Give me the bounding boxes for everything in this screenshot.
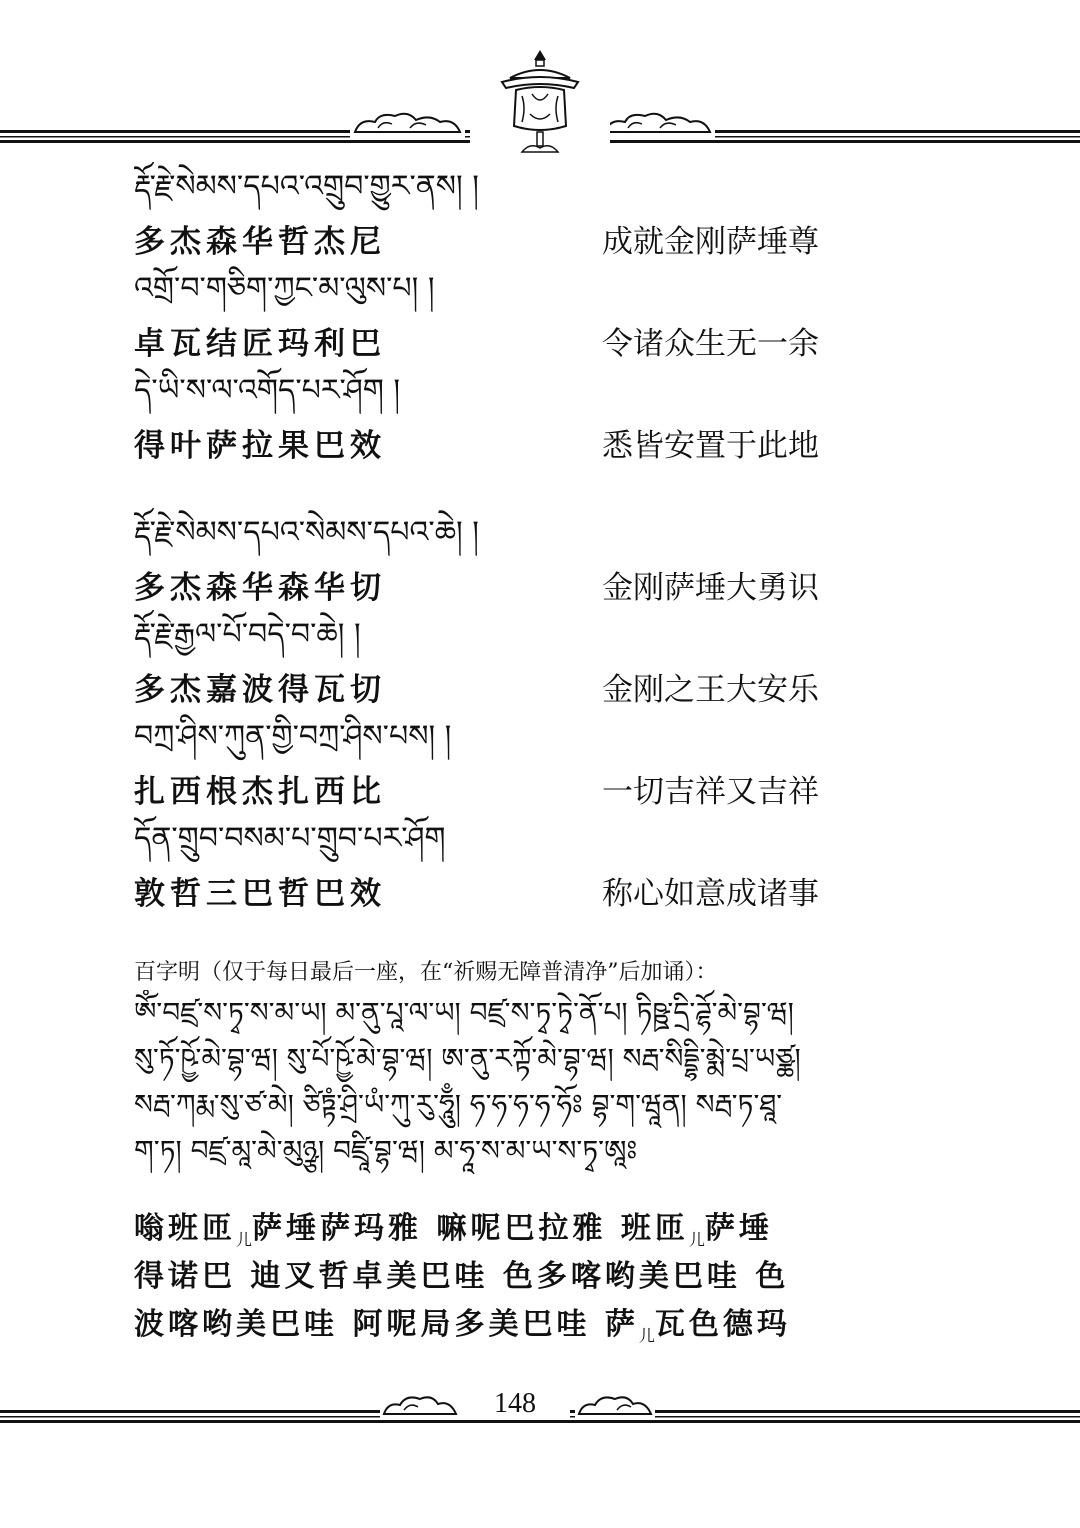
tibetan-line: དེ་ཡི་ས་ལ་འགོད་པར་ཤོག །	[134, 373, 401, 408]
translation-line: 令诸众生无一余	[602, 325, 819, 362]
pronunciation-line: 得叶萨拉果巴效	[134, 427, 386, 464]
pronunciation-line: 敦哲三巴哲巴效	[134, 875, 386, 912]
verse-pair	[134, 558, 894, 610]
stanza-1	[134, 162, 894, 468]
stanza-2	[134, 508, 894, 916]
page-number: 148	[460, 1388, 570, 1420]
mantra-text: 得诺巴 迪叉哲卓美巴哇 色多喀哟美巴哇 色	[134, 1259, 790, 1294]
right-cloud-ornament	[600, 108, 715, 138]
translation-line: 称心如意成诸事	[602, 875, 819, 912]
left-cloud-ornament	[350, 108, 465, 138]
instruction-note: 百字明（仅于每日最后一座，在“祈赐无障普清净”后加诵）：	[134, 960, 718, 985]
tibetan-line: རྡོ་རྗེ་སེམས་དཔའ་སེམས་དཔའ་ཆེ། །	[134, 515, 479, 550]
verse-pair	[134, 762, 894, 814]
mantra-text: 波喀哟美巴哇 阿呢局多美巴哇 萨	[134, 1307, 639, 1342]
verse-pair	[134, 416, 894, 468]
verse-pair	[134, 864, 894, 916]
tibetan-line: བཀྲ་ཤིས་ཀུན་གྱི་བཀྲ་ཤིས་པས། །	[134, 719, 452, 754]
tibetan-line: དོན་གྲུབ་བསམ་པ་གྲུབ་པར་ཤོག	[134, 821, 446, 856]
mantra-tibetan-line: ཨོཾ་བཛྲ་ས་ཏྭ་ས་མ་ཡ། མ་ནུ་པཱ་ལ་ཡ། བཛྲ་ས་ཏྭ་ཏྭེ་ནོ་པ། ཏིཥྛ་དྲི་ཌྷོ་མེ་བྷ་ཝ།	[134, 996, 794, 1029]
tibetan-line: འགྲོ་བ་གཅིག་ཀྱང་མ་ལུས་པ། །	[134, 271, 435, 306]
translation-line: 一切吉祥又吉祥	[602, 773, 819, 810]
footer-left-cloud-ornament	[380, 1390, 460, 1420]
mantra-text: 嗡班匝	[134, 1211, 236, 1246]
hundred-syllable-mantra-pronunciation	[134, 1205, 914, 1349]
mantra-tibetan-line: སརྦ་ཀརྨ་སུ་ཙ་མེ། ཙིཏྟཾ་ཤྲི་ཡཾ་ཀུ་རུ་ཧཱུྃ། ཧ་ཧ་ཧ་ཧ་ཧོཿ བྷ་ག་ཝཱན། སརྦ་ཏ་ཐཱ་	[134, 1088, 783, 1121]
mantra-text: 瓦色德玛	[654, 1307, 791, 1342]
mantra-pronunciation-line	[134, 1301, 914, 1349]
mantra-text: 萨埵	[704, 1211, 773, 1246]
mantra-tibetan-line: ག་ཏ། བཛྲ་མཱ་མེ་མུཉྩ། བཛྲཱི་བྷ་ཝ། མ་ཧཱ་ས་མ་ཡ་ས་ཏྭ་ཨཱཿ	[134, 1134, 638, 1167]
translation-line: 金刚萨埵大勇识	[602, 569, 819, 606]
tibetan-line: རྡོ་རྗེ་རྒྱལ་པོ་བདེ་བ་ཆེ། །	[134, 617, 361, 652]
verse-pair	[134, 660, 894, 712]
retroflex-marker: 儿	[638, 1326, 655, 1345]
mantra-text: 萨埵萨玛雅 嘛呢巴拉雅 班匝	[252, 1211, 689, 1246]
pronunciation-line: 多杰森华哲杰尼	[134, 223, 386, 260]
pronunciation-line: 扎西根杰扎西比	[134, 773, 386, 810]
mantra-pronunciation-line	[134, 1205, 914, 1253]
retroflex-marker: 儿	[236, 1230, 253, 1249]
verse-pair	[134, 314, 894, 366]
footer-right-cloud-ornament	[575, 1390, 655, 1420]
translation-line: 金刚之王大安乐	[602, 671, 819, 708]
tibetan-line: རྡོ་རྗེ་སེམས་དཔའ་འགྲུབ་གྱུར་ནས། །	[134, 169, 479, 204]
pronunciation-line: 卓瓦结匠玛利巴	[134, 325, 386, 362]
victory-banner-icon	[470, 48, 610, 158]
pronunciation-line: 多杰森华森华切	[134, 569, 386, 606]
verse-pair	[134, 212, 894, 264]
translation-line: 成就金刚萨埵尊	[602, 223, 819, 260]
translation-line: 悉皆安置于此地	[602, 427, 819, 464]
hundred-syllable-mantra-tibetan	[134, 990, 914, 1174]
pronunciation-line: 多杰嘉波得瓦切	[134, 671, 386, 708]
mantra-pronunciation-line	[134, 1253, 914, 1301]
mantra-tibetan-line: སུ་ཏོ་ཥྱོ་མེ་བྷ་ཝ། སུ་པོ་ཥྱོ་མེ་བྷ་ཝ། ཨ་ནུ་རཀྟོ་མེ་བྷ་ཝ། སརྦ་སིདྡྷི་མྨེ་པྲ་ཡཙྪ།	[134, 1042, 801, 1075]
retroflex-marker: 儿	[688, 1230, 705, 1249]
